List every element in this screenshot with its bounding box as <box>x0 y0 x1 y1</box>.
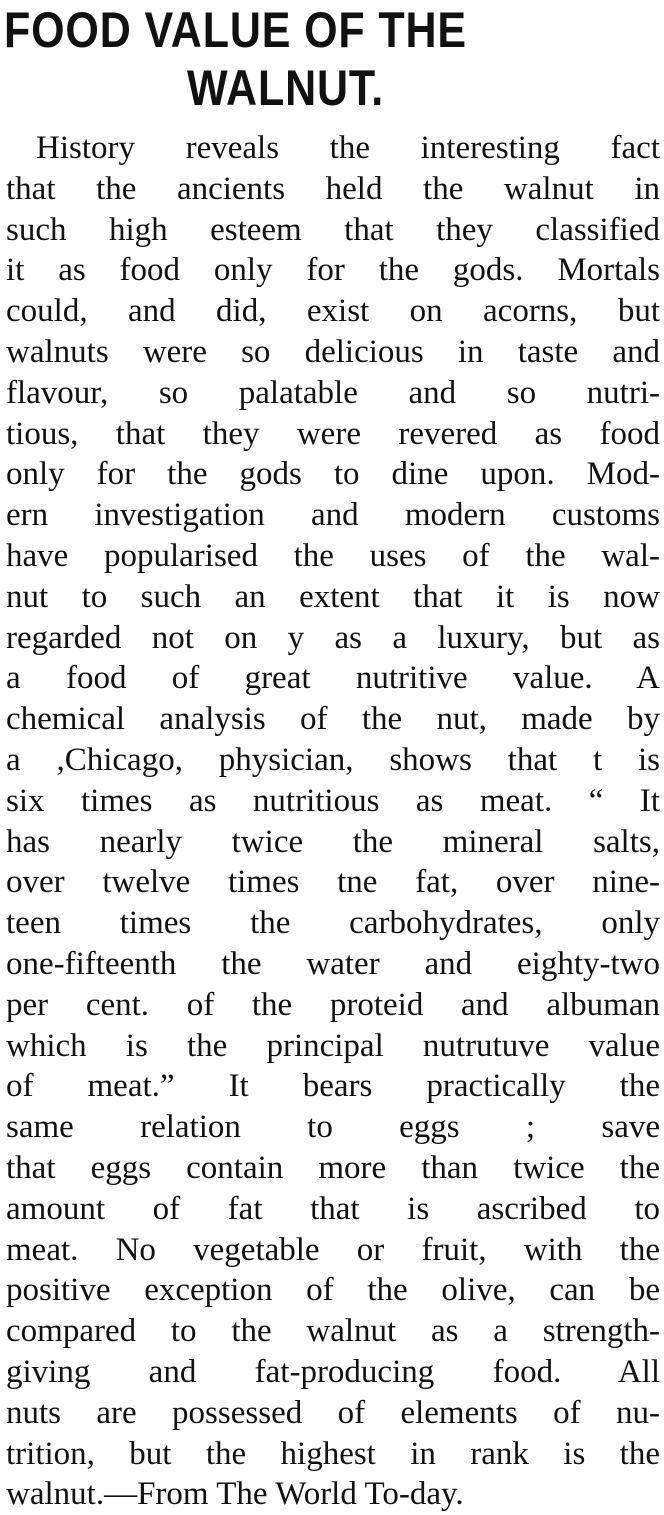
article-line: teen times the carbohydrates, only <box>6 905 660 942</box>
article-line: that eggs contain more than twice the <box>6 1149 660 1186</box>
headline-line-1: FOOD VALUE OF THE <box>4 2 467 58</box>
article-line: of meat.” It bears practically the <box>6 1068 660 1105</box>
article-line: regarded not on y as a luxury, but as <box>6 619 660 656</box>
article-line: such high esteem that they classified <box>6 211 660 248</box>
article-line: chemical analysis of the nut, made by <box>6 701 660 738</box>
article-line: six times as nutritious as meat. “ It <box>6 782 660 819</box>
article-line: over twelve times tne fat, over nine- <box>6 864 660 901</box>
headline-line-2: WALNUT. <box>186 60 385 116</box>
article-line: walnuts were so delicious in taste and <box>6 333 660 370</box>
article-line: a ,Chicago, physician, shows that t is <box>6 741 660 778</box>
article-line: have popularised the uses of the wal- <box>6 537 660 574</box>
article-line: nut to such an extent that it is now <box>6 578 660 615</box>
article-line: has nearly twice the mineral salts, <box>6 823 660 860</box>
article-line: one-fifteenth the water and eighty-two <box>6 945 660 982</box>
article-line: ern investigation and modern customs <box>6 497 660 534</box>
article-body <box>6 128 660 1515</box>
article-line: compared to the walnut as a strength- <box>6 1313 660 1350</box>
article-line: flavour, so palatable and so nutri- <box>6 374 660 411</box>
article-line: it as food only for the gods. Mortals <box>6 252 660 289</box>
article-line: per cent. of the proteid and albuman <box>6 986 660 1023</box>
article-line: which is the principal nutrutuve value <box>6 1027 660 1064</box>
article-line: that the ancients held the walnut in <box>6 170 660 207</box>
headline-line-2-wrapper <box>0 60 571 116</box>
article-line: nuts are possessed of elements of nu- <box>6 1394 660 1431</box>
article-line: walnut.—From The World To-day. <box>6 1476 464 1513</box>
article-line: positive exception of the olive, can be <box>6 1272 660 1309</box>
article-line: could, and did, exist on acorns, but <box>6 293 660 330</box>
article-line: same relation to eggs ; save <box>6 1109 660 1146</box>
article-line: trition, but the highest in rank is the <box>6 1435 660 1472</box>
article-line: amount of fat that is ascribed to <box>6 1190 660 1227</box>
article-line: only for the gods to dine upon. Mod- <box>6 456 660 493</box>
article-line: giving and fat-producing food. All <box>6 1353 660 1390</box>
article-line: History reveals the interesting fact <box>36 130 660 166</box>
article-line: a food of great nutritive value. A <box>6 660 660 697</box>
article-line: meat. No vegetable or fruit, with the <box>6 1231 660 1268</box>
article-line: tious, that they were revered as food <box>6 415 660 452</box>
